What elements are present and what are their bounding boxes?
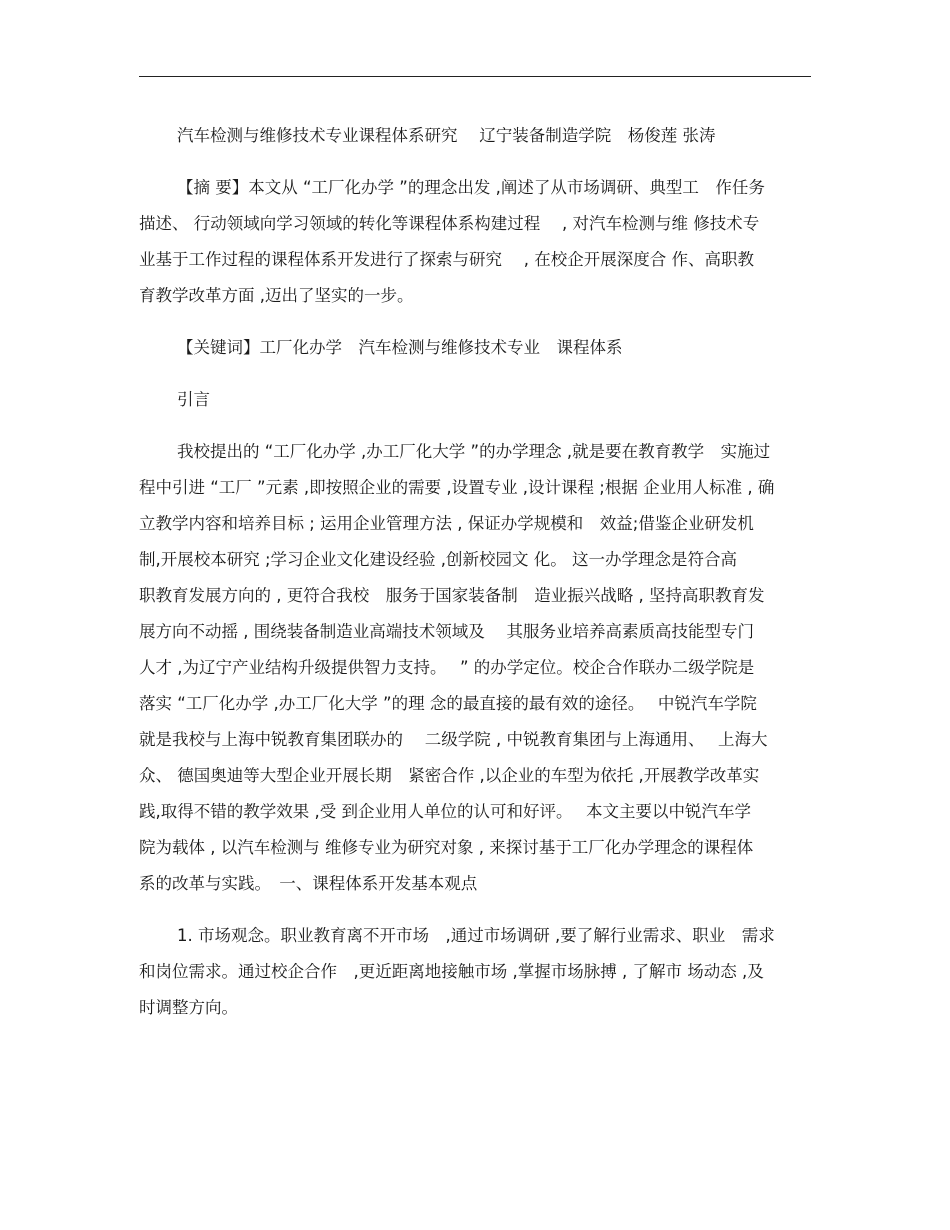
intro-heading: 引言 [177, 390, 210, 409]
intro-paragraph [139, 434, 811, 902]
abstract-line: 业基于工作过程的课程体系开发进行了探索与研究 , 在校企开展深度合 作、高职教 [139, 250, 754, 269]
intro-line: 系的改革与实践。 一、课程体系开发基本观点 [139, 874, 478, 893]
intro-line: 院为载体 , 以汽车检测与 维修专业为研究对象 , 来探讨基于工厂化办学理念的课程体 [139, 838, 754, 857]
abstract-line: 描述、 行动领域向学习领域的转化等课程体系构建过程 , 对汽车检测与维 修技术专 [139, 214, 760, 233]
intro-line: 践,取得不错的教学效果 ,受 到企业用人单位的认可和好评。 本文主要以中锐汽车学 [139, 802, 751, 821]
intro-line: 职教育发展方向的 , 更符合我校 服务于国家装备制 造业振兴战略 , 坚持高职教育发 [139, 586, 765, 605]
point1-line: 1. 市场观念。职业教育离不开市场 ,通过市场调研 ,要了解行业需求、职业 需求 [177, 926, 775, 945]
abstract-paragraph [139, 170, 811, 314]
abstract-line: 【摘 要】本文从 “工厂化办学 ”的理念出发 ,阐述了从市场调研、典型工 作任务 [177, 178, 765, 197]
intro-line: 我校提出的 “工厂化办学 ,办工厂化大学 ”的办学理念 ,就是要在教育教学 实施过 [177, 442, 771, 461]
document-body [139, 118, 811, 1026]
intro-line: 程中引进 “工厂 ”元素 ,即按照企业的需要 ,设置专业 ,设计课程 ;根据 企业用人标准 , 确 [139, 478, 775, 497]
intro-line: 立教学内容和培养目标 ; 运用企业管理方法 , 保证办学规模和 效益;借鉴企业研发机 [139, 514, 754, 533]
intro-line: 展方向不动摇 , 围绕装备制造业高端技术领域及 其服务业培养高素质高技能型专门 [139, 622, 754, 641]
point1-line: 时调整方向。 [139, 998, 238, 1017]
intro-line: 落实 “工厂化办学 ,办工厂化大学 ”的理 念的最直接的最有效的途径。 中锐汽车学院 [139, 694, 757, 713]
intro-line: 众、 德国奥迪等大型企业开展长期 紧密合作 ,以企业的车型为依托 ,开展教学改革实 [139, 766, 760, 785]
intro-line: 制,开展校本研究 ;学习企业文化建设经验 ,创新校园文 化。 这一办学理念是符合高 [139, 550, 738, 569]
point1-paragraph [139, 918, 811, 1026]
intro-line: 人才 ,为辽宁产业结构升级提供智力支持。 ” 的办学定位。校企合作联办二级学院是 [139, 658, 755, 677]
point1-line: 和岗位需求。通过校企合作 ,更近距离地接触市场 ,掌握市场脉搏 , 了解市 场动态 ,及 [139, 962, 764, 981]
abstract-line: 育教学改革方面 ,迈出了坚实的一步。 [139, 286, 414, 305]
keywords-line: 【关键词】工厂化办学 汽车检测与维修技术专业 课程体系 [177, 338, 623, 357]
header-rule [139, 76, 811, 77]
title-line: 汽车检测与维修技术专业课程体系研究 辽宁装备制造学院 杨俊莲 张涛 [177, 126, 716, 145]
intro-line: 就是我校与上海中锐教育集团联办的 二级学院 , 中锐教育集团与上海通用、 上海大 [139, 730, 768, 749]
